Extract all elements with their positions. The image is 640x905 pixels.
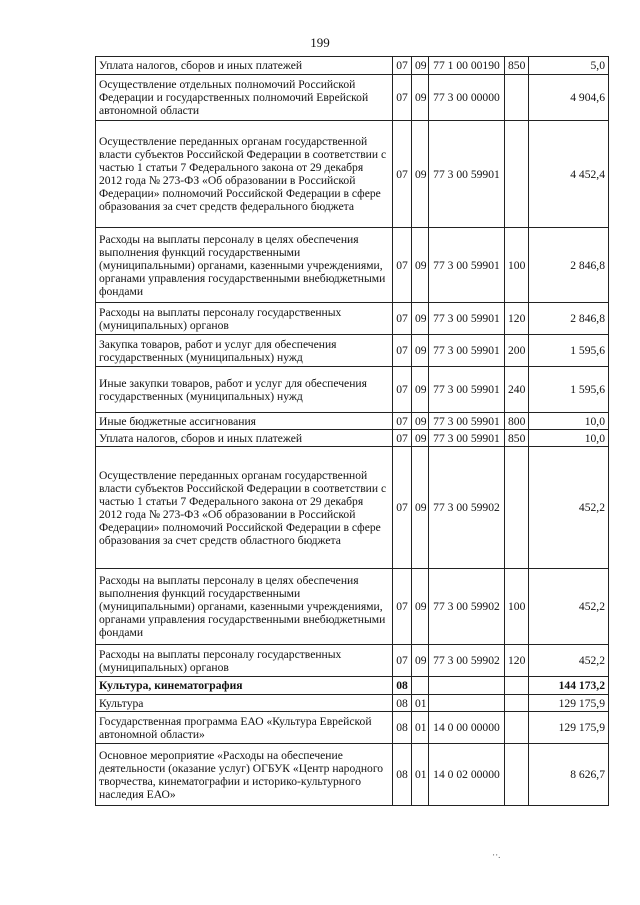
table-row bbox=[96, 569, 609, 645]
cell-name: Уплата налогов, сборов и иных платежей bbox=[96, 430, 393, 447]
table-row bbox=[96, 303, 609, 335]
budget-table bbox=[95, 56, 609, 806]
cell-target-article: 77 3 00 59902 bbox=[429, 645, 505, 677]
cell-name: Культура, кинематография bbox=[96, 677, 393, 695]
cell-section: 08 bbox=[393, 744, 412, 806]
cell-subsection: 09 bbox=[412, 413, 429, 430]
cell-subsection: 09 bbox=[412, 121, 429, 228]
cell-section: 07 bbox=[393, 335, 412, 367]
cell-expense-type: 800 bbox=[505, 413, 529, 430]
cell-expense-type bbox=[505, 712, 529, 744]
cell-target-article: 77 3 00 59901 bbox=[429, 367, 505, 413]
cell-section: 07 bbox=[393, 645, 412, 677]
cell-expense-type: 100 bbox=[505, 228, 529, 303]
cell-name: Расходы на выплаты персоналу в целях обеспечения выполнения функций государственными (муниципальными) органами, казенными учреждениями, органами управления государственными внебюджетными фондами bbox=[96, 228, 393, 303]
cell-name: Уплата налогов, сборов и иных платежей bbox=[96, 57, 393, 75]
cell-section: 07 bbox=[393, 430, 412, 447]
cell-amount: 452,2 bbox=[529, 447, 609, 569]
cell-subsection: 09 bbox=[412, 228, 429, 303]
cell-amount: 1 595,6 bbox=[529, 335, 609, 367]
cell-subsection: 09 bbox=[412, 645, 429, 677]
table-row bbox=[96, 121, 609, 228]
cell-section: 08 bbox=[393, 677, 412, 695]
table-row bbox=[96, 75, 609, 121]
cell-amount: 452,2 bbox=[529, 569, 609, 645]
cell-name: Расходы на выплаты персоналу государственных (муниципальных) органов bbox=[96, 303, 393, 335]
cell-subsection: 01 bbox=[412, 744, 429, 806]
cell-section: 07 bbox=[393, 121, 412, 228]
page-number: 199 bbox=[310, 35, 330, 50]
cell-amount: 2 846,8 bbox=[529, 303, 609, 335]
cell-subsection: 01 bbox=[412, 712, 429, 744]
table-row bbox=[96, 447, 609, 569]
cell-section: 07 bbox=[393, 447, 412, 569]
cell-target-article: 77 3 00 59901 bbox=[429, 335, 505, 367]
cell-name: Расходы на выплаты персоналу в целях обеспечения выполнения функций государственными (муниципальными) органами, казенными учреждениями, органами управления государственными внебюджетными фондами bbox=[96, 569, 393, 645]
cell-amount: 4 452,4 bbox=[529, 121, 609, 228]
cell-amount: 129 175,9 bbox=[529, 712, 609, 744]
cell-name: Иные бюджетные ассигнования bbox=[96, 413, 393, 430]
cell-section: 07 bbox=[393, 413, 412, 430]
cell-name: Культура bbox=[96, 695, 393, 712]
cell-target-article: 77 3 00 59901 bbox=[429, 228, 505, 303]
cell-section: 08 bbox=[393, 712, 412, 744]
cell-target-article: 77 1 00 00190 bbox=[429, 57, 505, 75]
cell-subsection: 01 bbox=[412, 695, 429, 712]
cell-expense-type bbox=[505, 121, 529, 228]
cell-amount: 2 846,8 bbox=[529, 228, 609, 303]
cell-amount: 10,0 bbox=[529, 413, 609, 430]
cell-target-article: 77 3 00 00000 bbox=[429, 75, 505, 121]
cell-name: Осуществление переданных органам государственной власти субъектов Российской Федерации в соответствии с частью 1 статьи 7 Федерального закона от 29 декабря 2012 года № 273-ФЗ «Об образовании в Российской Федерации» полномочий Российской Федерации в сфере образования за счет средств областного бюджета bbox=[96, 447, 393, 569]
table-row bbox=[96, 712, 609, 744]
cell-amount: 10,0 bbox=[529, 430, 609, 447]
table-row bbox=[96, 677, 609, 695]
table-row bbox=[96, 335, 609, 367]
cell-section: 08 bbox=[393, 695, 412, 712]
cell-expense-type bbox=[505, 75, 529, 121]
table-row bbox=[96, 228, 609, 303]
table-row bbox=[96, 645, 609, 677]
cell-subsection: 09 bbox=[412, 303, 429, 335]
cell-expense-type bbox=[505, 744, 529, 806]
cell-expense-type: 850 bbox=[505, 57, 529, 75]
cell-subsection: 09 bbox=[412, 430, 429, 447]
cell-amount: 8 626,7 bbox=[529, 744, 609, 806]
cell-subsection: 09 bbox=[412, 57, 429, 75]
cell-target-article: 77 3 00 59901 bbox=[429, 121, 505, 228]
cell-target-article: 77 3 00 59901 bbox=[429, 430, 505, 447]
table-row bbox=[96, 57, 609, 75]
cell-expense-type bbox=[505, 677, 529, 695]
cell-amount: 5,0 bbox=[529, 57, 609, 75]
cell-subsection: 09 bbox=[412, 335, 429, 367]
cell-section: 07 bbox=[393, 303, 412, 335]
cell-subsection: 09 bbox=[412, 569, 429, 645]
cell-section: 07 bbox=[393, 367, 412, 413]
cell-amount: 4 904,6 bbox=[529, 75, 609, 121]
cell-target-article: 77 3 00 59901 bbox=[429, 303, 505, 335]
cell-expense-type: 100 bbox=[505, 569, 529, 645]
cell-amount: 452,2 bbox=[529, 645, 609, 677]
cell-expense-type bbox=[505, 447, 529, 569]
cell-target-article: 77 3 00 59902 bbox=[429, 569, 505, 645]
scan-mark: ⋅⋅. bbox=[492, 850, 501, 860]
cell-expense-type: 120 bbox=[505, 645, 529, 677]
cell-subsection: 09 bbox=[412, 447, 429, 569]
cell-expense-type: 120 bbox=[505, 303, 529, 335]
cell-name: Расходы на выплаты персоналу государственных (муниципальных) органов bbox=[96, 645, 393, 677]
cell-section: 07 bbox=[393, 57, 412, 75]
table-row bbox=[96, 367, 609, 413]
cell-amount: 144 173,2 bbox=[529, 677, 609, 695]
cell-target-article: 14 0 00 00000 bbox=[429, 712, 505, 744]
budget-table-body bbox=[96, 57, 609, 806]
cell-target-article: 14 0 02 00000 bbox=[429, 744, 505, 806]
cell-section: 07 bbox=[393, 228, 412, 303]
cell-name: Закупка товаров, работ и услуг для обеспечения государственных (муниципальных) нужд bbox=[96, 335, 393, 367]
cell-name: Основное мероприятие «Расходы на обеспечение деятельности (оказание услуг) ОГБУК «Центр народного творчества, кинематографии и историко-культурного наследия ЕАО» bbox=[96, 744, 393, 806]
cell-target-article: 77 3 00 59902 bbox=[429, 447, 505, 569]
table-row bbox=[96, 413, 609, 430]
table-row bbox=[96, 695, 609, 712]
cell-expense-type: 200 bbox=[505, 335, 529, 367]
cell-subsection: 09 bbox=[412, 367, 429, 413]
cell-name: Государственная программа ЕАО «Культура Еврейской автономной области» bbox=[96, 712, 393, 744]
cell-name: Осуществление отдельных полномочий Российской Федерации и государственных полномочий Еврейской автономной области bbox=[96, 75, 393, 121]
cell-subsection bbox=[412, 677, 429, 695]
table-row bbox=[96, 430, 609, 447]
cell-expense-type: 850 bbox=[505, 430, 529, 447]
cell-amount: 1 595,6 bbox=[529, 367, 609, 413]
table-row bbox=[96, 744, 609, 806]
cell-target-article: 77 3 00 59901 bbox=[429, 413, 505, 430]
cell-name: Осуществление переданных органам государственной власти субъектов Российской Федерации в соответствии с частью 1 статьи 7 Федерального закона от 29 декабря 2012 года № 273-ФЗ «Об образовании в Российской Федерации» полномочий Российской Федерации в сфере образования за счет средств федерального бюджета bbox=[96, 121, 393, 228]
cell-section: 07 bbox=[393, 75, 412, 121]
cell-amount: 129 175,9 bbox=[529, 695, 609, 712]
cell-expense-type bbox=[505, 695, 529, 712]
cell-subsection: 09 bbox=[412, 75, 429, 121]
cell-target-article bbox=[429, 695, 505, 712]
cell-target-article bbox=[429, 677, 505, 695]
cell-name: Иные закупки товаров, работ и услуг для обеспечения государственных (муниципальных) нужд bbox=[96, 367, 393, 413]
cell-expense-type: 240 bbox=[505, 367, 529, 413]
cell-section: 07 bbox=[393, 569, 412, 645]
